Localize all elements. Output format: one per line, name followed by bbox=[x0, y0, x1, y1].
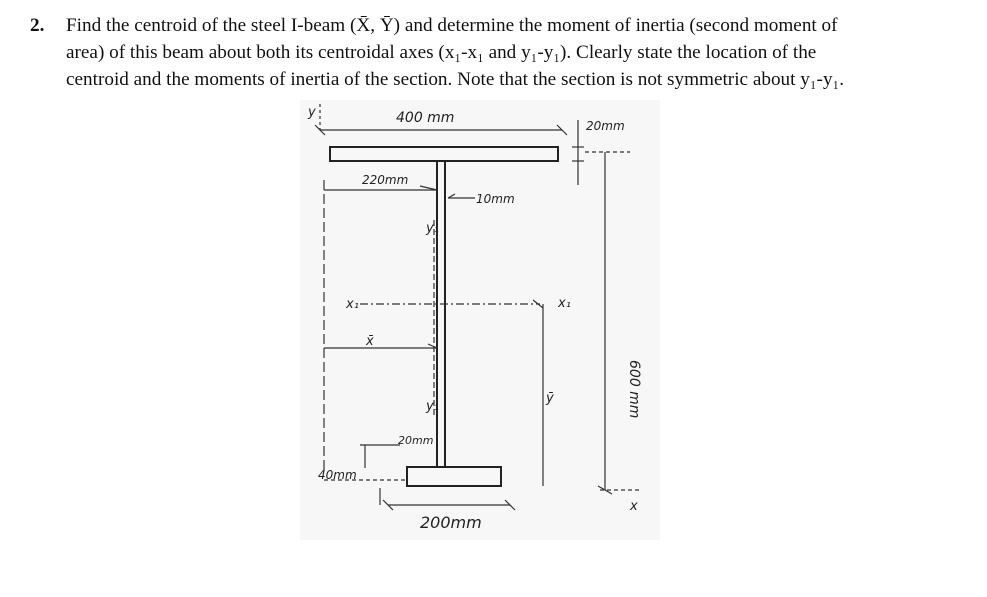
label-y1-bottom: y₁ bbox=[426, 399, 439, 414]
label-x1-left: x₁ bbox=[346, 297, 359, 312]
label-y-bar: ȳ bbox=[546, 391, 554, 406]
problem-line-2: area) of this beam about both its centroidal axes (x₁-x₁ and y₁-y₁). Clearly state the location of the bbox=[66, 42, 817, 63]
label-x-bar: x̄ bbox=[366, 334, 374, 349]
label-bottom-flange-thickness: 20mm bbox=[398, 434, 434, 447]
label-y-axis: y bbox=[308, 105, 316, 120]
problem-line-1: Find the centroid of the steel I-beam (X̄, Ȳ) and determine the moment of inertia (second moment of bbox=[66, 15, 838, 36]
label-bottom-width: 200mm bbox=[420, 513, 482, 532]
label-top-flange-thickness: 20mm bbox=[586, 119, 625, 133]
problem-text bbox=[66, 12, 966, 93]
label-overall-height: 600 mm bbox=[626, 360, 642, 419]
label-web-thickness: 10mm bbox=[476, 192, 515, 206]
problem-number: 2. bbox=[30, 15, 45, 36]
label-bottom-left-offset: 40mm bbox=[318, 468, 357, 482]
problem-line-3: centroid and the moments of inertia of the section. Note that the section is not symmetric about y₁-y₁. bbox=[66, 69, 845, 90]
ibeam-diagram bbox=[300, 100, 660, 540]
label-left-offset: 220mm bbox=[362, 173, 409, 187]
label-top-width: 400 mm bbox=[396, 110, 455, 126]
ibeam-figure bbox=[300, 100, 660, 540]
label-x1-right: x₁ bbox=[558, 296, 571, 311]
label-y1-top: y₁ bbox=[426, 221, 439, 236]
label-x-axis: x bbox=[630, 499, 638, 514]
